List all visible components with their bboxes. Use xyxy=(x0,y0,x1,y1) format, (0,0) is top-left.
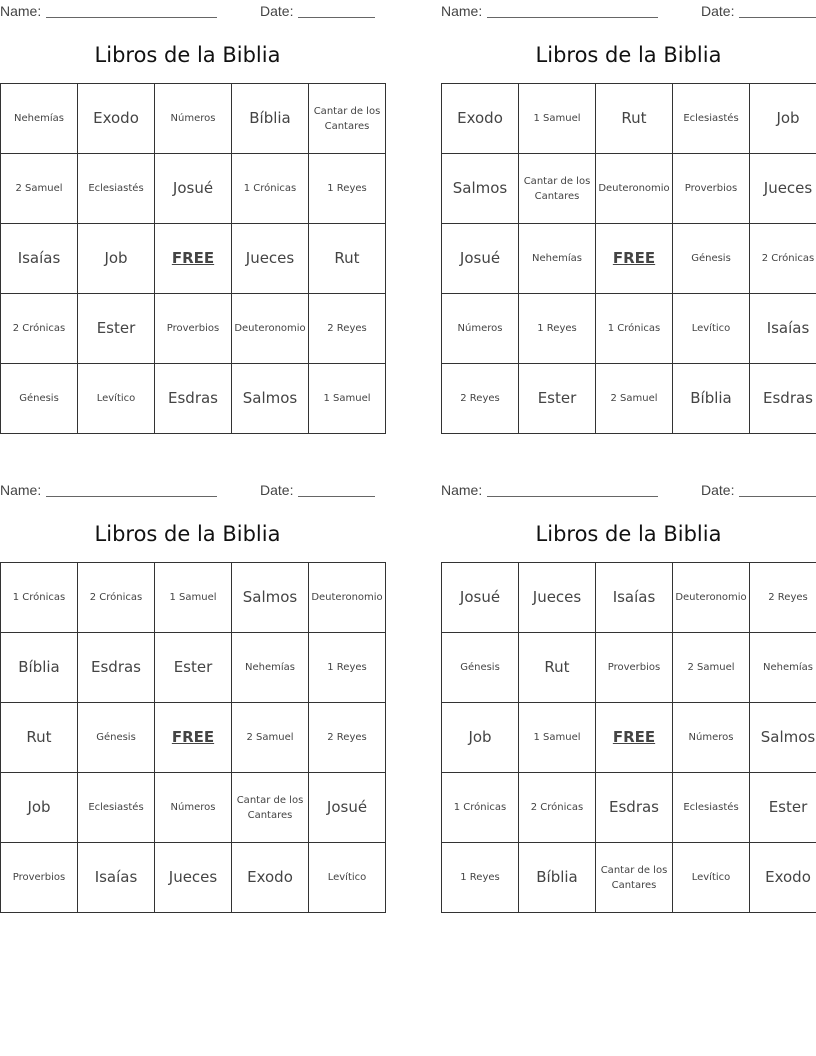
bingo-cell: Génesis xyxy=(442,633,519,703)
bingo-cell: Cantar de los Cantares xyxy=(596,843,673,913)
name-label: Name: xyxy=(0,3,42,19)
grid-row xyxy=(442,154,816,224)
bingo-cell: 1 Samuel xyxy=(155,563,232,633)
card-title: Libros de la Biblia xyxy=(94,522,281,546)
grid-row xyxy=(1,154,386,224)
date-line xyxy=(298,17,375,18)
bingo-card xyxy=(441,479,816,891)
grid-row xyxy=(442,563,816,633)
date-line xyxy=(298,496,375,497)
bingo-cell: Rut xyxy=(1,703,78,773)
bingo-cell: Jueces xyxy=(750,154,816,224)
bingo-cell: 1 Reyes xyxy=(309,154,386,224)
grid-row xyxy=(1,633,386,703)
grid-row xyxy=(1,364,386,434)
bingo-cell: Job xyxy=(1,773,78,843)
bingo-cell: Números xyxy=(155,84,232,154)
grid-row xyxy=(1,224,386,294)
bingo-cell: Cantar de los Cantares xyxy=(519,154,596,224)
bingo-cell: Isaías xyxy=(1,224,78,294)
bingo-cell: Nehemías xyxy=(519,224,596,294)
bingo-cell: Exodo xyxy=(750,843,816,913)
card-title: Libros de la Biblia xyxy=(535,43,722,67)
bingo-grid xyxy=(0,562,386,913)
bingo-cell: Exodo xyxy=(232,843,309,913)
grid-row xyxy=(1,84,386,154)
card-header xyxy=(0,0,375,22)
name-label: Name: xyxy=(0,482,42,498)
bingo-cell: Proverbios xyxy=(155,294,232,364)
bingo-cell: Bíblia xyxy=(519,843,596,913)
date-label: Date: xyxy=(701,3,735,19)
bingo-cell: Jueces xyxy=(232,224,309,294)
bingo-cell: 1 Samuel xyxy=(519,703,596,773)
bingo-cell: 2 Crónicas xyxy=(1,294,78,364)
grid-row xyxy=(442,633,816,703)
grid-row xyxy=(1,843,386,913)
bingo-cell: 1 Reyes xyxy=(309,633,386,703)
free-space: FREE xyxy=(596,703,673,773)
bingo-cell: Cantar de los Cantares xyxy=(309,84,386,154)
grid-row xyxy=(442,773,816,843)
name-line xyxy=(487,17,658,18)
bingo-cell: 2 Crónicas xyxy=(750,224,816,294)
bingo-cell: Nehemías xyxy=(1,84,78,154)
card-header xyxy=(0,479,375,501)
bingo-cell: 2 Reyes xyxy=(442,364,519,434)
bingo-cell: Números xyxy=(673,703,750,773)
bingo-cell: Deuteronomio xyxy=(232,294,309,364)
bingo-cell: Nehemías xyxy=(750,633,816,703)
bingo-grid xyxy=(0,83,386,434)
bingo-cell: Nehemías xyxy=(232,633,309,703)
bingo-cell: 1 Crónicas xyxy=(1,563,78,633)
bingo-cell: Esdras xyxy=(750,364,816,434)
grid-row xyxy=(442,364,816,434)
name-line xyxy=(46,17,217,18)
free-space: FREE xyxy=(155,224,232,294)
bingo-cell: 2 Samuel xyxy=(232,703,309,773)
bingo-cell: Eclesiastés xyxy=(78,773,155,843)
bingo-card xyxy=(441,0,816,407)
bingo-cell: Josué xyxy=(309,773,386,843)
bingo-cell: 2 Reyes xyxy=(750,563,816,633)
bingo-cell: Ester xyxy=(519,364,596,434)
bingo-card xyxy=(0,0,381,407)
grid-row xyxy=(442,224,816,294)
bingo-cell: Ester xyxy=(750,773,816,843)
bingo-cell: Rut xyxy=(596,84,673,154)
bingo-cell: Josué xyxy=(155,154,232,224)
name-line xyxy=(487,496,658,497)
bingo-cell: Isaías xyxy=(596,563,673,633)
bingo-cell: Jueces xyxy=(519,563,596,633)
bingo-cell: Bíblia xyxy=(1,633,78,703)
bingo-cell: 2 Reyes xyxy=(309,703,386,773)
date-label: Date: xyxy=(701,482,735,498)
bingo-cell: Deuteronomio xyxy=(596,154,673,224)
bingo-cell: Eclesiastés xyxy=(78,154,155,224)
bingo-cell: Proverbios xyxy=(1,843,78,913)
card-header xyxy=(441,0,816,22)
bingo-cell: 1 Reyes xyxy=(519,294,596,364)
bingo-cell: Josué xyxy=(442,224,519,294)
bingo-cell: Salmos xyxy=(750,703,816,773)
grid-row xyxy=(1,703,386,773)
date-label: Date: xyxy=(260,3,294,19)
grid-row xyxy=(442,703,816,773)
bingo-cell: Salmos xyxy=(232,364,309,434)
bingo-cell: Rut xyxy=(309,224,386,294)
bingo-cell: Isaías xyxy=(750,294,816,364)
card-title: Libros de la Biblia xyxy=(94,43,281,67)
bingo-cell: 2 Crónicas xyxy=(78,563,155,633)
bingo-cell: Cantar de los Cantares xyxy=(232,773,309,843)
bingo-card xyxy=(0,479,383,886)
grid-row xyxy=(1,563,386,633)
name-label: Name: xyxy=(441,3,483,19)
bingo-cell: Esdras xyxy=(78,633,155,703)
bingo-cell: Job xyxy=(78,224,155,294)
grid-row xyxy=(442,84,816,154)
bingo-cell: Deuteronomio xyxy=(309,563,386,633)
bingo-grid xyxy=(441,562,816,913)
bingo-grid xyxy=(441,83,816,434)
bingo-cell: Ester xyxy=(78,294,155,364)
bingo-cell: Génesis xyxy=(78,703,155,773)
bingo-cell: Eclesiastés xyxy=(673,84,750,154)
bingo-cell: Job xyxy=(442,703,519,773)
free-space: FREE xyxy=(596,224,673,294)
bingo-cell: 2 Crónicas xyxy=(519,773,596,843)
free-space: FREE xyxy=(155,703,232,773)
name-label: Name: xyxy=(441,482,483,498)
date-line xyxy=(739,496,816,497)
grid-row xyxy=(442,294,816,364)
bingo-cell: Proverbios xyxy=(673,154,750,224)
bingo-cell: 1 Reyes xyxy=(442,843,519,913)
bingo-cell: 2 Samuel xyxy=(673,633,750,703)
bingo-cell: Salmos xyxy=(442,154,519,224)
bingo-cell: Levítico xyxy=(309,843,386,913)
bingo-cell: Isaías xyxy=(78,843,155,913)
bingo-cell: Ester xyxy=(155,633,232,703)
bingo-cell: 1 Crónicas xyxy=(232,154,309,224)
bingo-cell: 1 Samuel xyxy=(519,84,596,154)
bingo-cell: 1 Samuel xyxy=(309,364,386,434)
date-line xyxy=(739,17,816,18)
bingo-cell: Levítico xyxy=(673,294,750,364)
bingo-cell: Números xyxy=(442,294,519,364)
bingo-cell: Deuteronomio xyxy=(673,563,750,633)
bingo-cell: 1 Crónicas xyxy=(596,294,673,364)
card-header xyxy=(441,479,816,501)
bingo-cell: Proverbios xyxy=(596,633,673,703)
bingo-cell: Levítico xyxy=(78,364,155,434)
bingo-cell: Esdras xyxy=(155,364,232,434)
bingo-cell: Josué xyxy=(442,563,519,633)
card-title: Libros de la Biblia xyxy=(535,522,722,546)
grid-row xyxy=(1,773,386,843)
bingo-cell: 1 Crónicas xyxy=(442,773,519,843)
name-line xyxy=(46,496,217,497)
bingo-cell: Bíblia xyxy=(673,364,750,434)
bingo-cell: Génesis xyxy=(1,364,78,434)
bingo-cell: Esdras xyxy=(596,773,673,843)
grid-row xyxy=(1,294,386,364)
bingo-cell: Salmos xyxy=(232,563,309,633)
bingo-cell: Jueces xyxy=(155,843,232,913)
date-label: Date: xyxy=(260,482,294,498)
bingo-cell: Exodo xyxy=(78,84,155,154)
bingo-cell: Levítico xyxy=(673,843,750,913)
bingo-cell: Rut xyxy=(519,633,596,703)
bingo-cell: Eclesiastés xyxy=(673,773,750,843)
bingo-cell: Job xyxy=(750,84,816,154)
bingo-cell: Génesis xyxy=(673,224,750,294)
bingo-cell: 2 Reyes xyxy=(309,294,386,364)
bingo-cell: Exodo xyxy=(442,84,519,154)
bingo-cell: 2 Samuel xyxy=(596,364,673,434)
bingo-cell: 2 Samuel xyxy=(1,154,78,224)
bingo-cell: Números xyxy=(155,773,232,843)
bingo-cell: Bíblia xyxy=(232,84,309,154)
grid-row xyxy=(442,843,816,913)
